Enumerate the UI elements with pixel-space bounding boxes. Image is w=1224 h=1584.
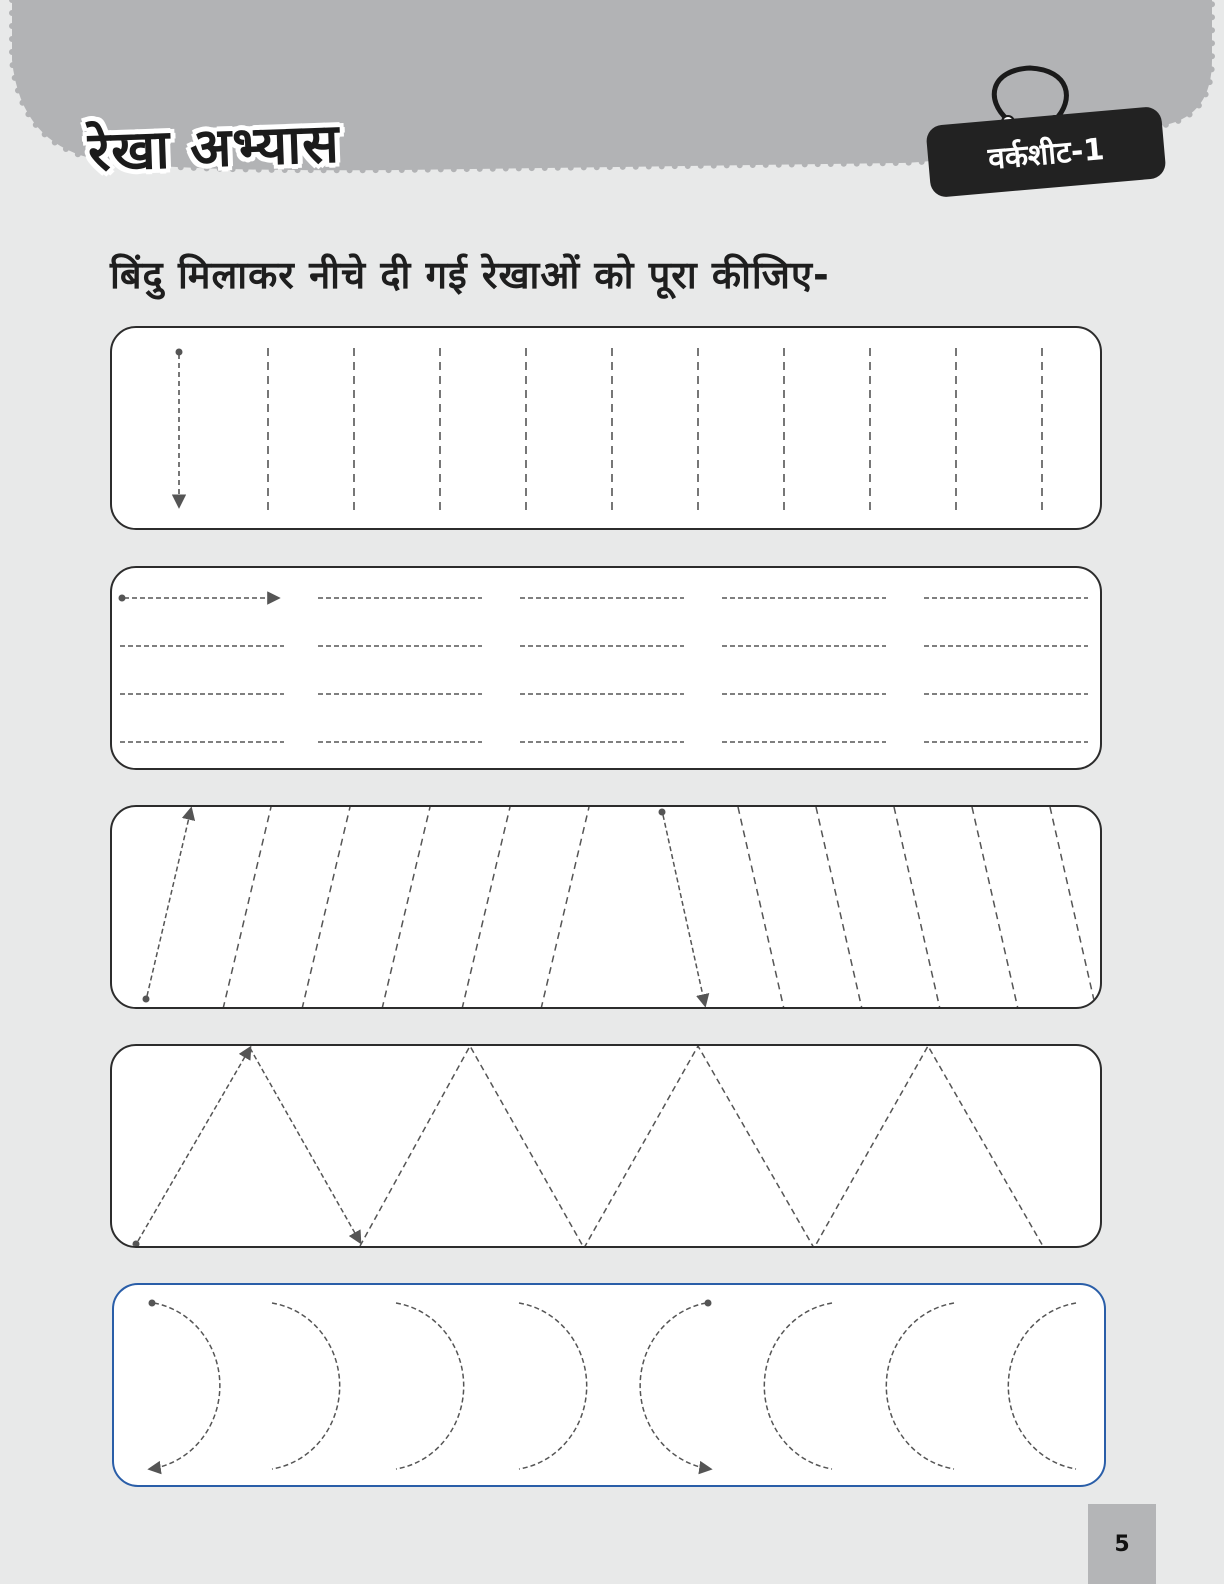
page-number: 5 (1088, 1504, 1156, 1584)
worksheet-title: रेखा अभ्यास (87, 111, 341, 184)
tracing-panel-slanted (110, 805, 1102, 1009)
tracing-panel-vertical (110, 326, 1102, 530)
zigzag-drawing[interactable] (112, 1046, 1102, 1248)
horizontal-lines-drawing[interactable] (112, 568, 1102, 770)
vertical-lines-drawing[interactable] (112, 328, 1102, 530)
worksheet-badge: वर्कशीट-1 (925, 106, 1166, 198)
instruction-text: बिंदु मिलाकर नीचे दी गई रेखाओं को पूरा कीजिए- (110, 253, 830, 297)
curves-drawing[interactable] (114, 1285, 1106, 1487)
slanted-lines-drawing[interactable] (112, 807, 1102, 1009)
tracing-panel-zigzag (110, 1044, 1102, 1248)
tracing-panel-curves (112, 1283, 1106, 1487)
tracing-panel-horizontal (110, 566, 1102, 770)
